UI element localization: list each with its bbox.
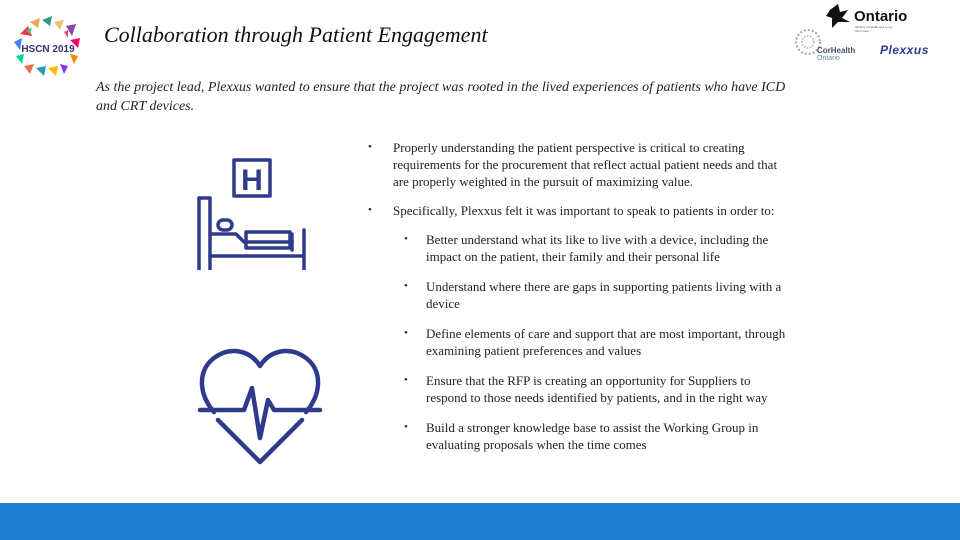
bullet-item [368,139,788,190]
bullet-item [368,202,788,453]
sub-bullet-item: • Define elements of care and support that are most important, through examining patient preferences and values [393,325,788,359]
slide-title: Collaboration through Patient Engagement [104,22,488,47]
corhealth-logo-subtext: Ontario [817,55,840,62]
bullet-text: Specifically, Plexxus felt it was important to speak to patients in order to: [393,203,775,218]
heartbeat-icon [196,342,324,466]
intro-paragraph: As the project lead, Plexxus wanted to ensure that the project was rooted in the lived experiences of patients who have ICD and CRT devices. [96,80,786,114]
sub-bullet-item: • Build a stronger knowledge base to assist the Working Group in evaluating proposals when the time comes [393,419,788,453]
hospital-bed-icon [196,158,308,270]
corhealth-logo-text: CorHealth [817,46,856,55]
ontario-logo-subtext: Ministry of Health and Long-Term Care [855,25,893,33]
sub-bullet-item: • Better understand what its like to live with a device, including the impact on the patient, their family and their personal life [393,231,788,265]
hospital-letter: H [241,164,263,197]
hscn-logo-text: HSCN 2019 [21,44,75,55]
bullet-text: Properly understanding the patient perspective is critical to creating requirements for the procurement that reflect actual patient needs and that are properly weighted in the pursuit of maximizing value. [393,140,778,189]
sub-bullet-item: • Understand where there are gaps in supporting patients living with a device [393,278,788,312]
plexxus-logo-text: Plexxus [880,43,929,57]
ontario-logo-text: Ontario [854,8,908,25]
sub-bullet-item: • Ensure that the RFP is creating an opportunity for Suppliers to respond to those needs identified by patients, and in the right way [393,372,788,406]
bullet-list [368,139,788,466]
hscn-2019-logo [6,12,90,80]
sub-bullet-list [393,231,788,453]
ontario-trillium-icon [826,4,850,28]
footer-bar [0,503,960,540]
